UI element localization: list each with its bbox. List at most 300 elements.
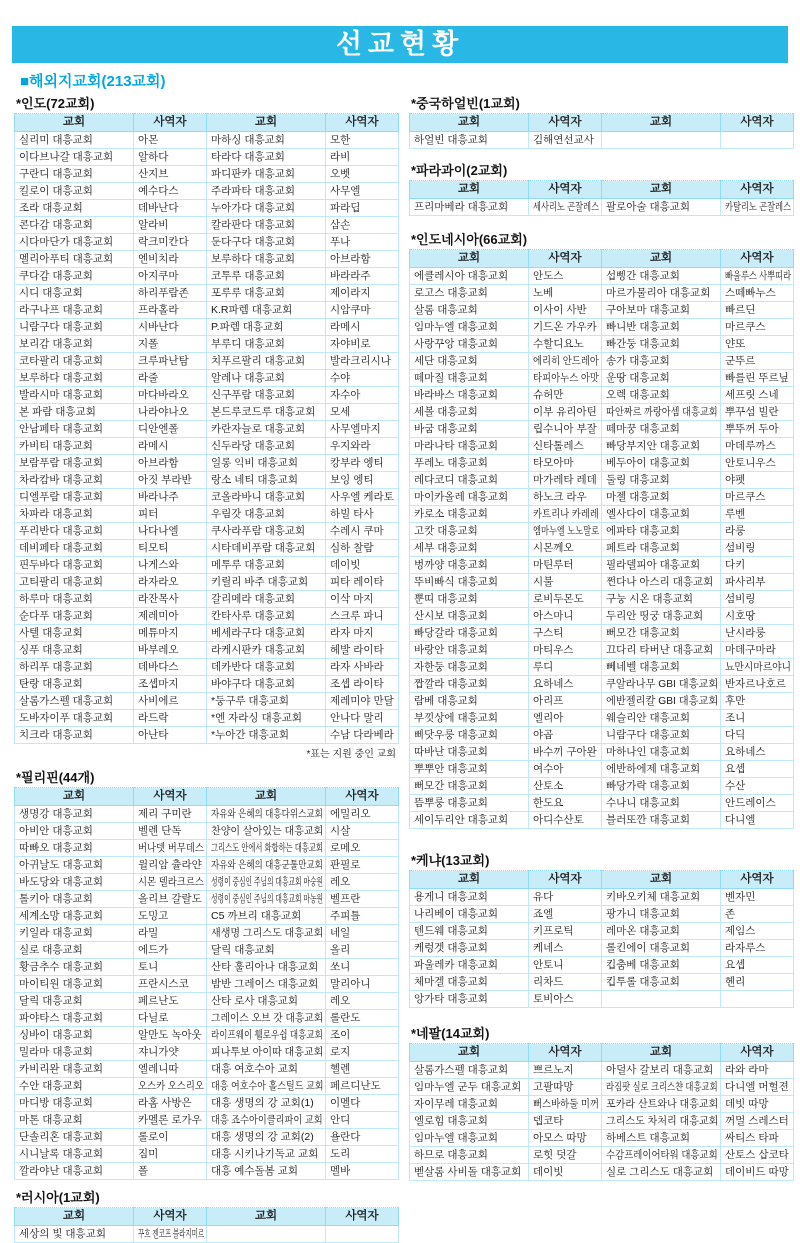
cell-text: 리차드 [533,976,564,988]
worker-cell [721,285,794,302]
church-cell [15,523,134,540]
table-row [15,942,399,959]
table-row [15,132,399,149]
church-cell [15,132,134,149]
worker-cell [134,557,207,574]
worker-cell [529,778,602,795]
cell-text: 케렁겟 대흥교회 [414,942,488,954]
worker-cell [326,166,399,183]
mission-table [14,787,399,1180]
worker-cell [134,540,207,557]
worker-cell [721,659,794,676]
worker-cell [134,642,207,659]
worker-cell [326,710,399,727]
worker-cell [529,523,602,540]
worker-cell [134,1044,207,1061]
cell-text: 핀두바다 대흥교회 [19,559,104,571]
cell-text: 구아보마 대흥교회 [606,304,691,316]
cell-text: 대흥 여호수아 교회 [211,1063,298,1075]
cell-text: 엠마누엘 노노말로 [533,525,600,537]
worker-cell [529,319,602,336]
worker-cell [326,574,399,591]
cell-text: 레오 [330,876,351,888]
cell-text: 수감프레이어타워 대흥교회 [606,1149,718,1161]
cell-text: 시다마단가 대흥교회 [19,236,114,248]
cell-text: 락크미칸다 [138,236,189,248]
cell-text: 꾸흐 젠코프 블라지미르 [138,1228,205,1240]
worker-cell [529,1096,602,1113]
church-cell [602,625,721,642]
church-cell [602,268,721,285]
church-cell [410,1079,529,1096]
worker-cell [326,1027,399,1044]
cell-text: 뻐모간 대흥교회 [414,780,488,792]
two-column-layout [12,92,792,1243]
table-row [15,353,399,370]
worker-cell [721,693,794,710]
worker-cell [134,840,207,857]
cell-text: 필라델피아 대흥교회 [606,559,701,571]
church-cell [602,676,721,693]
cell-text: 라자라오 [138,576,179,588]
table-row [410,302,794,319]
table-row [15,302,399,319]
cell-text: 마다바라오 [138,389,189,401]
worker-cell [134,1078,207,1095]
mission-table [409,180,794,216]
table-row [410,1164,794,1181]
table-row [15,693,399,710]
worker-cell [134,489,207,506]
table-row [410,353,794,370]
cell-text: 카트리나 카레레 [533,508,599,520]
table-row [15,200,399,217]
cell-text: 벙까양 대흥교회 [414,559,488,571]
cell-text: 라룽 [725,525,746,537]
cell-text: 마디방 대흥교회 [19,1097,93,1109]
table-row [410,778,794,795]
worker-cell [721,353,794,370]
table-row [410,923,794,940]
cell-text: 람베 대흥교회 [414,695,478,707]
column-header: 사역자 [721,114,794,132]
church-cell [15,1163,134,1180]
cell-text: 야곱 [533,729,554,741]
church-cell [207,659,326,676]
cell-text: 슈허만 [533,389,564,401]
church-cell [15,1226,134,1243]
worker-cell [134,404,207,421]
church-cell [207,285,326,302]
worker-cell [134,976,207,993]
worker-cell [529,285,602,302]
cell-text: 마르가물리아 대흥교회 [606,287,711,299]
cell-text: 티모티 [138,542,169,554]
church-cell [602,812,721,829]
cell-text: 마티우스 [533,644,574,656]
cell-text: 토니 [138,961,159,973]
table-row [410,1096,794,1113]
church-cell [410,370,529,387]
table-row [15,166,399,183]
column-header: 교회 [602,114,721,132]
church-cell [207,857,326,874]
church-cell [15,183,134,200]
cell-text: 일롱 익비 대흥교회 [211,457,298,469]
worker-cell [134,857,207,874]
cell-text: 산타 훌리아나 대흥교회 [211,961,319,973]
cell-text: 둘링 대흥교회 [606,474,670,486]
cell-text: 보람푸람 대흥교회 [19,457,104,469]
church-cell [602,523,721,540]
cell-text: 라드락 [138,712,169,724]
cell-text: 사랑꾸앙 대흥교회 [414,338,499,350]
worker-cell [326,959,399,976]
worker-cell [529,608,602,625]
worker-cell [721,1147,794,1164]
table-row [15,591,399,608]
worker-cell [529,991,602,1008]
church-cell [602,1113,721,1130]
worker-cell [134,387,207,404]
church-cell [602,506,721,523]
table-row [410,659,794,676]
table-row [410,710,794,727]
table-row [15,149,399,166]
church-cell [410,540,529,557]
cell-text: 마하싱 대흥교회 [211,134,285,146]
table-row [410,199,794,216]
cell-text: 우림갓 대흥교회 [211,508,285,520]
worker-cell [529,132,602,149]
cell-text: 판필로 [330,859,361,871]
worker-cell [529,974,602,991]
table-row [15,993,399,1010]
cell-text: 욜란다 [330,1131,361,1143]
cell-text: 쁘르노지 [533,1064,574,1076]
cell-text: 구스티 [533,627,564,639]
cell-text: 카비리완 대흥교회 [19,1063,104,1075]
church-cell [207,806,326,823]
cell-text: 시불 [533,576,554,588]
cell-text: 콘다감 대흥교회 [19,219,93,231]
church-cell [602,353,721,370]
cell-text: 푸나 [330,236,351,248]
cell-text: 쿠알라나무 GBI 대흥교회 [606,678,719,690]
church-cell [207,557,326,574]
country-title: *중국하얼빈(1교회) [411,96,520,111]
cell-text: 데바다스 [138,661,179,673]
cell-text: 시디 대흥교회 [19,287,83,299]
cell-text: 실로 대흥교회 [19,944,83,956]
cell-text: 칸타사루 대흥교회 [211,610,296,622]
column-header: 교회 [15,1208,134,1226]
cell-text: 이다브나갈 대흥교회 [19,151,114,163]
church-cell [15,285,134,302]
cell-text: 메투루 대흥교회 [211,559,285,571]
church-cell [602,421,721,438]
worker-cell [134,523,207,540]
church-cell [207,251,326,268]
worker-cell [134,438,207,455]
church-cell [207,217,326,234]
cell-text: 에반하에제 대흥교회 [606,763,701,775]
worker-cell [529,557,602,574]
worker-cell [529,889,602,906]
cell-text: 구눙 시온 대흥교회 [606,593,693,605]
church-cell [410,710,529,727]
church-cell [410,199,529,216]
cell-text: 모한 [330,134,351,146]
cell-text: 다니엘 머헐젼 [725,1081,789,1093]
cell-text: 쿠다감 대흥교회 [19,270,93,282]
cell-text: 모세 [330,406,351,418]
church-cell [410,744,529,761]
cell-text: 난시라룽 [725,627,766,639]
church-cell [410,489,529,506]
worker-cell [529,744,602,761]
church-cell [15,891,134,908]
cell-text: 벧살롬 사비돌 대흥교회 [414,1166,522,1178]
church-cell [207,472,326,489]
cell-text: 앙가타 대흥교회 [414,993,488,1005]
cell-text: 밤반 그레이스 대흥교회 [211,978,319,990]
worker-cell [529,642,602,659]
cell-text: 롤킨에이 대흥교회 [606,942,691,954]
cell-text: 로메오 [330,842,361,854]
cell-text: 루디 [533,661,554,673]
church-cell [602,404,721,421]
worker-cell [326,1010,399,1027]
cell-text: 립수니아 부잘 [533,423,597,435]
cell-text: 누아가다 대흥교회 [211,202,296,214]
worker-cell [134,925,207,942]
table-row [410,132,794,149]
church-cell [15,404,134,421]
worker-cell [326,183,399,200]
table-row [410,421,794,438]
worker-cell [134,183,207,200]
worker-cell [134,625,207,642]
column-header: 사역자 [529,871,602,889]
cell-text: 벨프란 [330,893,361,905]
cell-text: 프리마베라 대흥교회 [414,201,509,213]
church-cell [410,557,529,574]
church-cell [410,132,529,149]
church-cell [207,200,326,217]
cell-text: 사우엘 케라토 [330,491,394,503]
church-cell [602,370,721,387]
cell-text: 벨렌 단독 [138,825,182,837]
worker-cell [721,608,794,625]
cell-text: 발라시마 대흥교회 [19,389,104,401]
worker-cell [721,991,794,1008]
worker-cell [326,387,399,404]
church-cell [207,676,326,693]
column-header: 교회 [410,1044,529,1062]
worker-cell [529,302,602,319]
cell-text: 코타팔리 대흥교회 [19,355,104,367]
cell-text: 탄랑 대흥교회 [19,678,83,690]
worker-cell [326,404,399,421]
table-row [410,285,794,302]
table-row [15,370,399,387]
cell-text: 자유와 은혜의 대흥군툴만교회 [211,859,323,871]
table-row [15,319,399,336]
cell-text: 알레나 대흥교회 [211,372,285,384]
cell-text: 니람구다 대흥교회 [19,321,104,333]
cell-text: 파울레카 대흥교회 [414,959,499,971]
cell-text: 치푸르팔리 대흥교회 [211,355,306,367]
church-cell [410,991,529,1008]
cell-text: 쏘니 [330,961,351,973]
worker-cell [134,727,207,744]
cell-text: 스크루 파니 [330,610,384,622]
cell-text: 제레미야 만달 [330,695,394,707]
cell-text: 바랑안 대흥교회 [414,644,488,656]
cell-text: 제임스 [725,925,756,937]
worker-cell [721,302,794,319]
worker-cell [529,1147,602,1164]
church-cell [410,574,529,591]
cell-text: 뿌꾸섬 빌란 [725,406,779,418]
table-row [410,608,794,625]
church-cell [410,889,529,906]
worker-cell [721,727,794,744]
worker-cell [326,891,399,908]
cell-text: 라메시 [138,440,169,452]
cell-text: 삼손 [330,219,351,231]
table-row [15,1112,399,1129]
church-cell [602,923,721,940]
church-cell [602,659,721,676]
cell-text: 팔로아술 대흥교회 [606,201,691,213]
worker-cell [721,268,794,285]
church-cell [15,874,134,891]
cell-text: 대흥 생명의 강 교회(1) [211,1097,314,1109]
worker-cell [134,1112,207,1129]
cell-text: 라비 [330,151,351,163]
table-row [410,761,794,778]
cell-text: 라와 라마 [725,1064,769,1076]
cell-text: 시니날록 대흥교회 [19,1148,104,1160]
cell-text: 디안엔폴 [138,423,179,435]
worker-cell [134,574,207,591]
cell-text: 파사리부 [725,576,766,588]
cell-text: 카란자늘로 대흥교회 [211,423,306,435]
cell-text: 키릴리 바주 대흥교회 [211,576,309,588]
table-row [15,421,399,438]
church-cell [602,889,721,906]
church-cell [410,387,529,404]
cell-text: 파야타스 대흥교회 [19,1012,104,1024]
cell-text: 수남 다라베라 [330,729,394,741]
cell-text: 안디 [330,1114,351,1126]
country-section [14,96,399,760]
mission-table [409,870,794,1008]
cell-text: 달릭 대흥교회 [19,995,83,1007]
cell-text: 삐닷우룽 대흥교회 [414,729,499,741]
cell-text: 하리푸람존 [138,287,189,299]
cell-text: 치크라 대흥교회 [19,729,93,741]
cell-text: 밀라마 대흥교회 [19,1046,93,1058]
column-header: 사역자 [326,1208,399,1226]
column-header: 사역자 [721,871,794,889]
cell-text: 후만 [725,695,746,707]
church-cell [602,557,721,574]
cell-text: 아귀날도 대흥교회 [19,859,104,871]
table-row [15,455,399,472]
church-cell [15,251,134,268]
worker-cell [134,1010,207,1027]
cell-text: 베두아이 대흥교회 [606,457,691,469]
church-cell [15,370,134,387]
cell-text: 엘레니따 [138,1063,179,1075]
country-section [409,853,794,1008]
cell-text: 데카반다 대흥교회 [211,661,296,673]
cell-text: 반자르나호르 [725,678,786,690]
cell-text: 뿐띠 대흥교회 [414,593,478,605]
worker-cell [326,489,399,506]
cell-text: 주피틀 [330,910,361,922]
cell-text: 시바난다 [138,321,179,333]
cell-text: 바수끼 구아완 [533,746,597,758]
cell-text: 그리스도 차처리 대흥교회 [606,1115,719,1127]
cell-text: 아짓 부라반 [138,474,192,486]
cell-text: 네일 [330,927,351,939]
cell-text: 바야구다 대흥교회 [211,678,296,690]
church-cell [410,1147,529,1164]
church-cell [207,1095,326,1112]
country-title: *네팔(14교회) [411,1026,490,1041]
worker-cell [134,472,207,489]
cell-text: 임마누엘 대흥교회 [414,321,499,333]
worker-cell [529,676,602,693]
table-row [410,1079,794,1096]
table-row [15,404,399,421]
cell-text: 세이두리안 대흥교회 [414,814,509,826]
table-row [15,727,399,744]
cell-text: 세부 대흥교회 [414,542,478,554]
cell-text: 아지쿠마 [138,270,179,282]
cell-text: 세단 대흥교회 [414,355,478,367]
cell-text: 하리푸 대흥교회 [19,661,93,673]
cell-text: 조이 [330,1029,351,1041]
cell-text: 멜바 [330,1165,351,1177]
cell-text: 수안 대흥교회 [19,1080,83,1092]
cell-text: 마이카올레 대흥교회 [414,491,509,503]
cell-text: 스떼빠누스 [725,287,776,299]
table-row [410,489,794,506]
church-cell [15,455,134,472]
cell-text: 베세라구다 대흥교회 [211,627,306,639]
mission-table [409,113,794,149]
cell-text: 페트라 대흥교회 [606,542,680,554]
church-cell [15,149,134,166]
cell-text: 주라파타 대흥교회 [211,185,296,197]
church-cell [207,574,326,591]
church-cell [602,974,721,991]
church-cell [15,806,134,823]
church-cell [15,489,134,506]
worker-cell [721,404,794,421]
church-cell [207,908,326,925]
column-header: 교회 [410,181,529,199]
church-cell [207,421,326,438]
worker-cell [721,906,794,923]
cell-text: 황금추수 대흥교회 [19,961,104,973]
cell-text: 루벤 [725,508,746,520]
